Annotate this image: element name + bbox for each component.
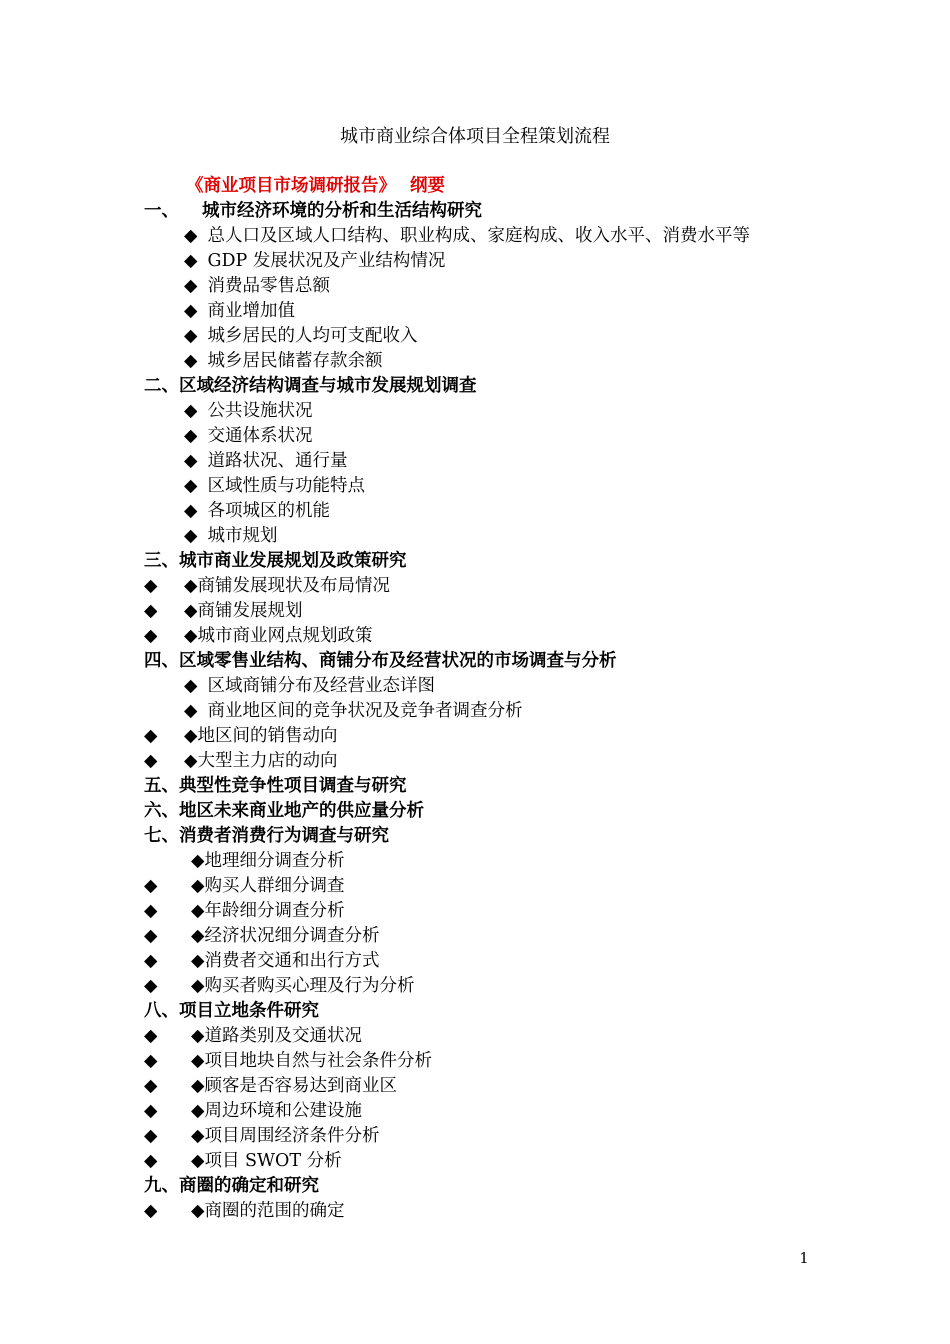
list-item-text: 经济状况细分调查分析	[204, 926, 380, 946]
list-item-text: 城乡居民储蓄存款余额	[207, 351, 383, 371]
list-item-text: 地区间的销售动向	[197, 726, 338, 746]
diamond-bullet-icon: ◆	[184, 701, 198, 721]
list-item-text: 消费品零售总额	[207, 276, 330, 296]
list-item-text: 商业增加值	[207, 301, 295, 321]
diamond-bullet-icon: ◆	[184, 326, 198, 346]
diamond-bullet-icon: ◆	[144, 601, 158, 621]
list-item-text: 区域商铺分布及经营业态详图	[207, 676, 435, 696]
section-heading	[144, 649, 864, 674]
diamond-bullet-icon: ◆	[191, 1151, 205, 1171]
list-item-text: 各项城区的机能	[207, 501, 330, 521]
section-heading-text: 三、城市商业发展规划及政策研究	[144, 551, 407, 571]
list-item	[144, 674, 864, 699]
list-item-text: 道路状况、通行量	[207, 451, 348, 471]
list-item-text: 周边环境和公建设施	[204, 1101, 362, 1121]
section-heading	[144, 374, 864, 399]
diamond-bullet-icon: ◆	[191, 1201, 205, 1221]
section-heading	[144, 799, 864, 824]
list-item	[144, 349, 864, 374]
outline-lines	[144, 199, 864, 1224]
list-item	[144, 249, 864, 274]
list-item	[144, 974, 864, 999]
diamond-bullet-icon: ◆	[144, 626, 158, 646]
list-item-text: 道路类别及交通状况	[204, 1026, 362, 1046]
list-item-text: 交通体系状况	[207, 426, 313, 446]
section-heading-text: 四、区域零售业结构、商铺分布及经营状况的市场调查与分析	[144, 651, 617, 671]
section-heading	[144, 199, 864, 224]
report-subtitle-suffix: 纲要	[410, 176, 445, 196]
list-item	[144, 1024, 864, 1049]
diamond-bullet-icon: ◆	[144, 726, 158, 746]
list-item	[144, 324, 864, 349]
diamond-bullet-icon: ◆	[184, 451, 198, 471]
list-item	[144, 299, 864, 324]
diamond-bullet-icon: ◆	[191, 1026, 205, 1046]
diamond-bullet-icon: ◆	[191, 901, 205, 921]
list-item	[144, 699, 864, 724]
list-item-text: 项目周围经济条件分析	[204, 1126, 380, 1146]
list-item-text: 消费者交通和出行方式	[204, 951, 380, 971]
list-item-text: 商铺发展规划	[197, 601, 303, 621]
diamond-bullet-icon: ◆	[144, 1051, 158, 1071]
diamond-bullet-icon: ◆	[184, 676, 198, 696]
diamond-bullet-icon: ◆	[144, 1076, 158, 1096]
list-item	[144, 449, 864, 474]
list-item	[144, 524, 864, 549]
list-item	[144, 1099, 864, 1124]
diamond-bullet-icon: ◆	[191, 1126, 205, 1146]
diamond-bullet-icon: ◆	[144, 751, 158, 771]
list-item-text: 公共设施状况	[207, 401, 313, 421]
section-heading-text: 九、商圈的确定和研究	[144, 1176, 319, 1196]
diamond-bullet-icon: ◆	[184, 226, 198, 246]
list-item-text: 地理细分调查分析	[204, 851, 345, 871]
list-item	[144, 224, 864, 249]
list-item-text: 购买人群细分调查	[204, 876, 345, 896]
report-subtitle-main: 《商业项目市场调研报告》	[186, 176, 396, 196]
list-item-text: 项目 SWOT 分析	[204, 1151, 342, 1171]
diamond-bullet-icon: ◆	[184, 301, 198, 321]
list-item-text: 总人口及区域人口结构、职业构成、家庭构成、收入水平、消费水平等	[207, 226, 750, 246]
list-item	[144, 1074, 864, 1099]
diamond-bullet-icon: ◆	[144, 901, 158, 921]
diamond-bullet-icon: ◆	[144, 1201, 158, 1221]
section-heading	[144, 549, 864, 574]
diamond-bullet-icon: ◆	[144, 876, 158, 896]
document-title: 城市商业综合体项目全程策划流程	[340, 126, 610, 147]
diamond-bullet-icon: ◆	[144, 1026, 158, 1046]
diamond-bullet-icon: ◆	[144, 1101, 158, 1121]
diamond-bullet-icon: ◆	[144, 1151, 158, 1171]
list-item-text: 购买者购买心理及行为分析	[204, 976, 415, 996]
list-item	[144, 424, 864, 449]
list-item	[144, 874, 864, 899]
diamond-bullet-icon: ◆	[184, 476, 198, 496]
list-item	[144, 1149, 864, 1174]
list-item-text: 城市规划	[207, 526, 278, 546]
section-number: 一、	[144, 201, 179, 221]
list-item	[144, 499, 864, 524]
section-heading-text: 二、区域经济结构调查与城市发展规划调查	[144, 376, 477, 396]
list-item-text: 项目地块自然与社会条件分析	[204, 1051, 432, 1071]
diamond-bullet-icon: ◆	[184, 601, 198, 621]
section-heading	[144, 999, 864, 1024]
report-subtitle	[144, 174, 864, 199]
diamond-bullet-icon: ◆	[184, 626, 198, 646]
diamond-bullet-icon: ◆	[184, 251, 198, 271]
diamond-bullet-icon: ◆	[184, 576, 198, 596]
diamond-bullet-icon: ◆	[184, 526, 198, 546]
diamond-bullet-icon: ◆	[144, 576, 158, 596]
list-item	[144, 924, 864, 949]
section-heading-text: 六、地区未来商业地产的供应量分析	[144, 801, 424, 821]
diamond-bullet-icon: ◆	[184, 751, 198, 771]
diamond-bullet-icon: ◆	[184, 276, 198, 296]
list-item-text: GDP 发展状况及产业结构情况	[207, 251, 446, 271]
list-item-text: 城乡居民的人均可支配收入	[207, 326, 418, 346]
list-item-text: 顾客是否容易达到商业区	[204, 1076, 397, 1096]
diamond-bullet-icon: ◆	[144, 976, 158, 996]
outline	[144, 174, 864, 1224]
list-item	[144, 474, 864, 499]
list-item	[144, 1124, 864, 1149]
list-item	[144, 1199, 864, 1224]
section-heading	[144, 824, 864, 849]
list-item	[144, 749, 864, 774]
diamond-bullet-icon: ◆	[191, 976, 205, 996]
list-item-text: 城市商业网点规划政策	[197, 626, 373, 646]
diamond-bullet-icon: ◆	[184, 351, 198, 371]
list-item	[144, 274, 864, 299]
diamond-bullet-icon: ◆	[191, 1051, 205, 1071]
list-item	[144, 849, 864, 874]
diamond-bullet-icon: ◆	[144, 926, 158, 946]
diamond-bullet-icon: ◆	[191, 951, 205, 971]
page-number: 1	[799, 1249, 809, 1267]
list-item	[144, 574, 864, 599]
diamond-bullet-icon: ◆	[184, 426, 198, 446]
diamond-bullet-icon: ◆	[191, 1076, 205, 1096]
section-heading-text: 八、项目立地条件研究	[144, 1001, 319, 1021]
list-item-text: 商铺发展现状及布局情况	[197, 576, 390, 596]
list-item	[144, 399, 864, 424]
list-item	[144, 899, 864, 924]
list-item	[144, 624, 864, 649]
diamond-bullet-icon: ◆	[184, 501, 198, 521]
diamond-bullet-icon: ◆	[184, 401, 198, 421]
list-item-text: 区域性质与功能特点	[207, 476, 365, 496]
list-item-text: 商圈的范围的确定	[204, 1201, 345, 1221]
diamond-bullet-icon: ◆	[191, 876, 205, 896]
diamond-bullet-icon: ◆	[144, 1126, 158, 1146]
list-item	[144, 1049, 864, 1074]
diamond-bullet-icon: ◆	[191, 1101, 205, 1121]
list-item-text: 商业地区间的竞争状况及竞争者调查分析	[207, 701, 523, 721]
section-heading-text: 城市经济环境的分析和生活结构研究	[202, 201, 482, 221]
list-item	[144, 724, 864, 749]
section-heading-text: 七、消费者消费行为调查与研究	[144, 826, 389, 846]
diamond-bullet-icon: ◆	[191, 851, 205, 871]
list-item-text: 大型主力店的动向	[197, 751, 338, 771]
section-heading-text: 五、典型性竞争性项目调查与研究	[144, 776, 407, 796]
section-heading	[144, 1174, 864, 1199]
diamond-bullet-icon: ◆	[144, 951, 158, 971]
diamond-bullet-icon: ◆	[184, 726, 198, 746]
section-heading	[144, 774, 864, 799]
list-item-text: 年龄细分调查分析	[204, 901, 345, 921]
list-item	[144, 949, 864, 974]
list-item	[144, 599, 864, 624]
diamond-bullet-icon: ◆	[191, 926, 205, 946]
